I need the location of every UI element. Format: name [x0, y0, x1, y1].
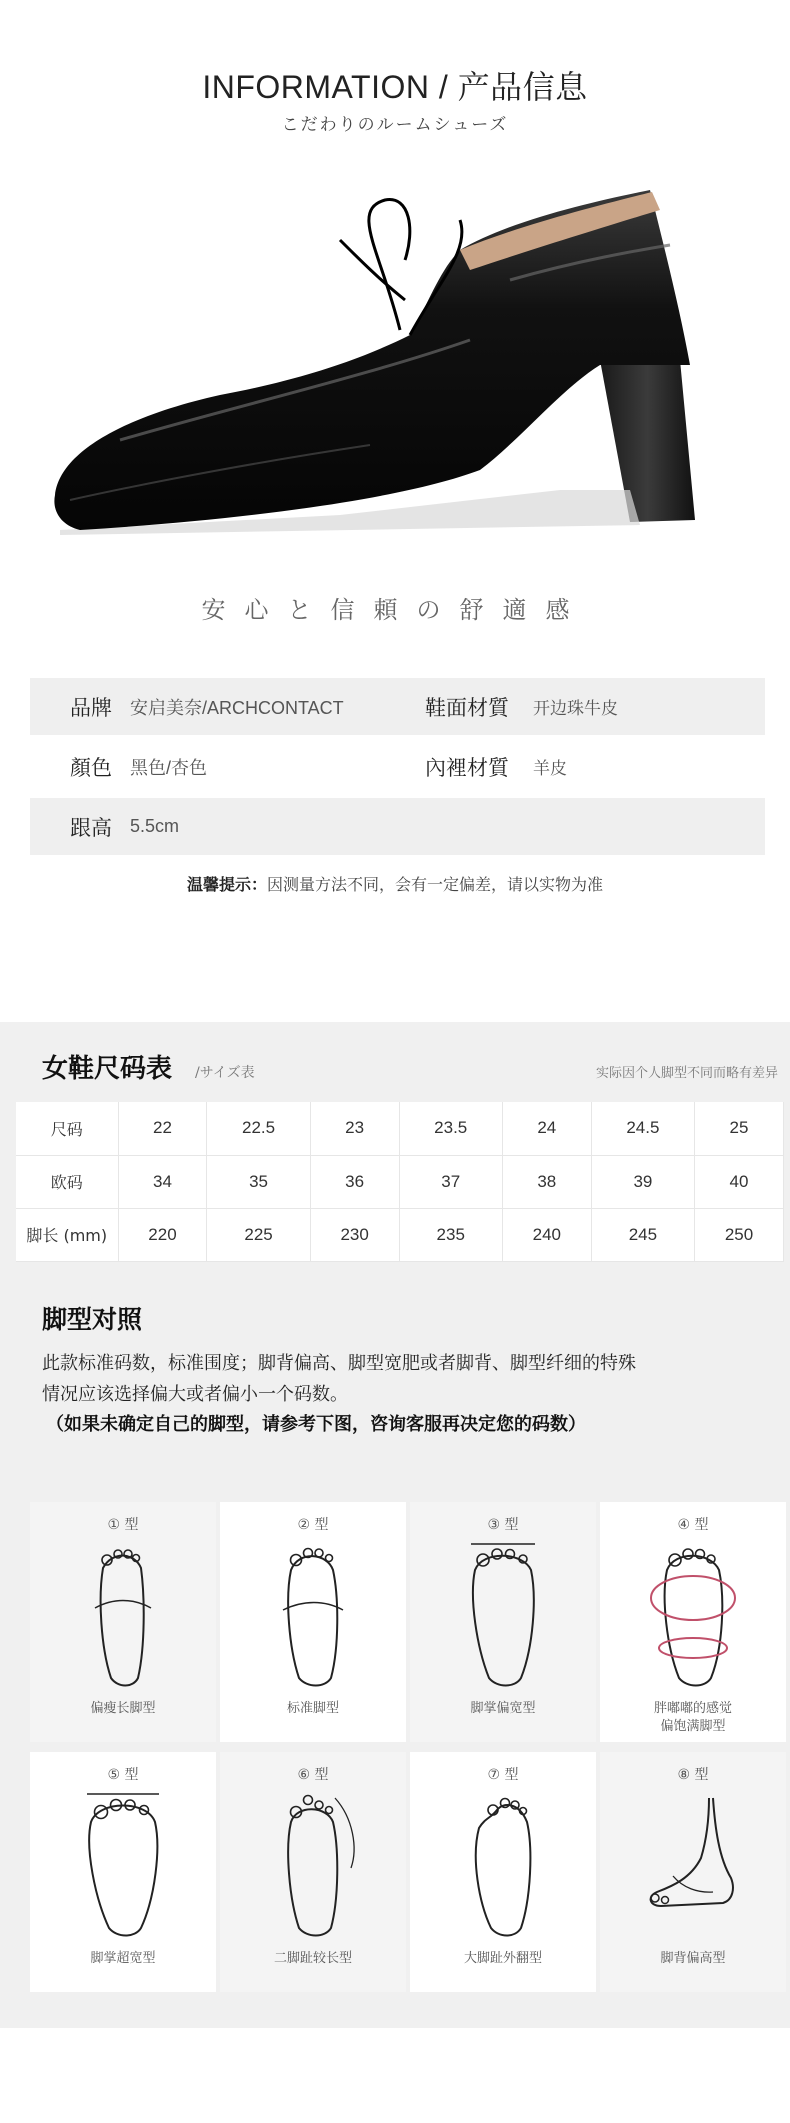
foot-card-8 [600, 1752, 786, 1992]
extra-wide-foot-icon [73, 1788, 173, 1938]
size-cell: 235 [399, 1208, 502, 1261]
heel-height-label: 跟高 [70, 815, 112, 840]
spec-row [30, 798, 765, 855]
foot-type-note: （如果未确定自己的脚型，请参考下图，咨询客服再决定您的码数） [46, 1414, 586, 1435]
size-table-row [16, 1155, 784, 1208]
upper-material-label: 鞋面材質 [425, 695, 509, 720]
foot-type-label: 脚背偏高型 [660, 1951, 726, 1966]
size-cell: 220 [118, 1208, 207, 1261]
foot-type-number: ③ 型 [487, 1517, 519, 1533]
size-cell: 37 [399, 1155, 502, 1208]
size-cell: 35 [207, 1155, 310, 1208]
size-cell: 225 [207, 1208, 310, 1261]
foot-type-number: ④ 型 [677, 1517, 709, 1533]
size-chart-title: 女鞋尺码表 [42, 1054, 173, 1084]
size-cell: 250 [695, 1208, 784, 1261]
foot-type-number: ⑤ 型 [107, 1767, 139, 1783]
foot-card-3 [410, 1502, 596, 1742]
size-cell: 230 [310, 1208, 399, 1261]
spec-table [30, 678, 765, 858]
size-cell: 39 [591, 1155, 694, 1208]
size-table-row [16, 1102, 784, 1155]
size-cell: 22 [118, 1102, 207, 1155]
foot-type-label-line: 偏饱满脚型 [660, 1719, 726, 1734]
foot-type-title: 脚型对照 [42, 1305, 143, 1334]
foot-card-4 [600, 1502, 786, 1742]
foot-type-number: ① 型 [107, 1517, 139, 1533]
note-prefix: 温馨提示： [186, 875, 267, 894]
heel-height-value: 5.5cm [130, 816, 180, 836]
size-cell: 22.5 [207, 1102, 310, 1155]
size-row-label: 欧码 [16, 1155, 118, 1208]
product-image [40, 190, 740, 550]
desc-line: 情况应该选择偏大或者偏小一个码数。 [42, 1384, 348, 1405]
bunion-foot-icon [453, 1788, 553, 1938]
size-cell: 24 [502, 1102, 591, 1155]
color-value: 黑色/杏色 [130, 757, 208, 778]
foot-type-label: 大脚趾外翻型 [463, 1951, 542, 1966]
size-cell: 240 [502, 1208, 591, 1261]
size-section [0, 1022, 790, 2028]
size-cell: 23 [310, 1102, 399, 1155]
wide-foot-icon [453, 1538, 553, 1688]
foot-type-label: 二脚趾较长型 [273, 1951, 352, 1966]
color-label: 顏色 [70, 755, 112, 780]
long-second-toe-icon [263, 1788, 363, 1938]
size-cell: 36 [310, 1155, 399, 1208]
measurement-note [0, 872, 790, 895]
size-row-label: 脚长 (mm) [16, 1208, 118, 1261]
foot-type-label: 脚掌超宽型 [90, 1951, 156, 1966]
spec-row [30, 678, 765, 735]
size-cell: 40 [695, 1155, 784, 1208]
size-row-label: 尺码 [16, 1102, 118, 1155]
tagline: 安心と信頼の舒適感 [201, 596, 589, 624]
foot-card-5 [30, 1752, 216, 1992]
note-text: 因测量方法不同，会有一定偏差，请以实物为准 [267, 875, 604, 894]
high-instep-foot-icon [643, 1788, 743, 1938]
size-cell: 34 [118, 1155, 207, 1208]
foot-type-number: ⑧ 型 [677, 1767, 709, 1783]
size-chart-subtitle: /サイズ表 [195, 1065, 255, 1081]
foot-card-7 [410, 1752, 596, 1992]
size-disclaimer: 实际因个人脚型不同而略有差异 [595, 1066, 778, 1081]
desc-line: 此款标准码数，标准围度；脚背偏高、脚型宽肥或者脚背、脚型纤细的特殊 [42, 1353, 636, 1374]
lining-material-value: 羊皮 [533, 759, 567, 779]
size-cell: 24.5 [591, 1102, 694, 1155]
size-table [16, 1102, 784, 1262]
size-cell: 23.5 [399, 1102, 502, 1155]
narrow-foot-icon [73, 1538, 173, 1688]
brand-label: 品牌 [70, 695, 112, 720]
foot-type-number: ⑦ 型 [487, 1767, 519, 1783]
size-cell: 245 [591, 1208, 694, 1261]
page-subtitle: こだわりのルームシューズ [281, 115, 509, 135]
full-foot-icon [643, 1538, 743, 1688]
foot-card-6 [220, 1752, 406, 1992]
foot-card-2 [220, 1502, 406, 1742]
upper-material-value: 开边珠牛皮 [533, 699, 618, 719]
size-cell: 25 [695, 1102, 784, 1155]
standard-foot-icon [263, 1538, 363, 1688]
foot-type-label: 脚掌偏宽型 [470, 1701, 536, 1716]
foot-type-label [600, 1700, 786, 1736]
foot-type-label: 偏瘦长脚型 [90, 1701, 156, 1716]
foot-card-1 [30, 1502, 216, 1742]
foot-type-number: ⑥ 型 [297, 1767, 329, 1783]
size-table-row [16, 1208, 784, 1261]
foot-type-label-line: 胖嘟嘟的感觉 [653, 1701, 732, 1716]
foot-type-number: ② 型 [297, 1517, 329, 1533]
foot-type-description [42, 1348, 742, 1410]
brand-value: 安启美奈/ARCHCONTACT [130, 697, 344, 718]
spec-row [30, 738, 765, 795]
foot-type-label: 标准脚型 [286, 1701, 339, 1716]
page-title: INFORMATION / 产品信息 [202, 69, 588, 105]
lining-material-label: 內裡材質 [425, 755, 509, 780]
size-cell: 38 [502, 1155, 591, 1208]
